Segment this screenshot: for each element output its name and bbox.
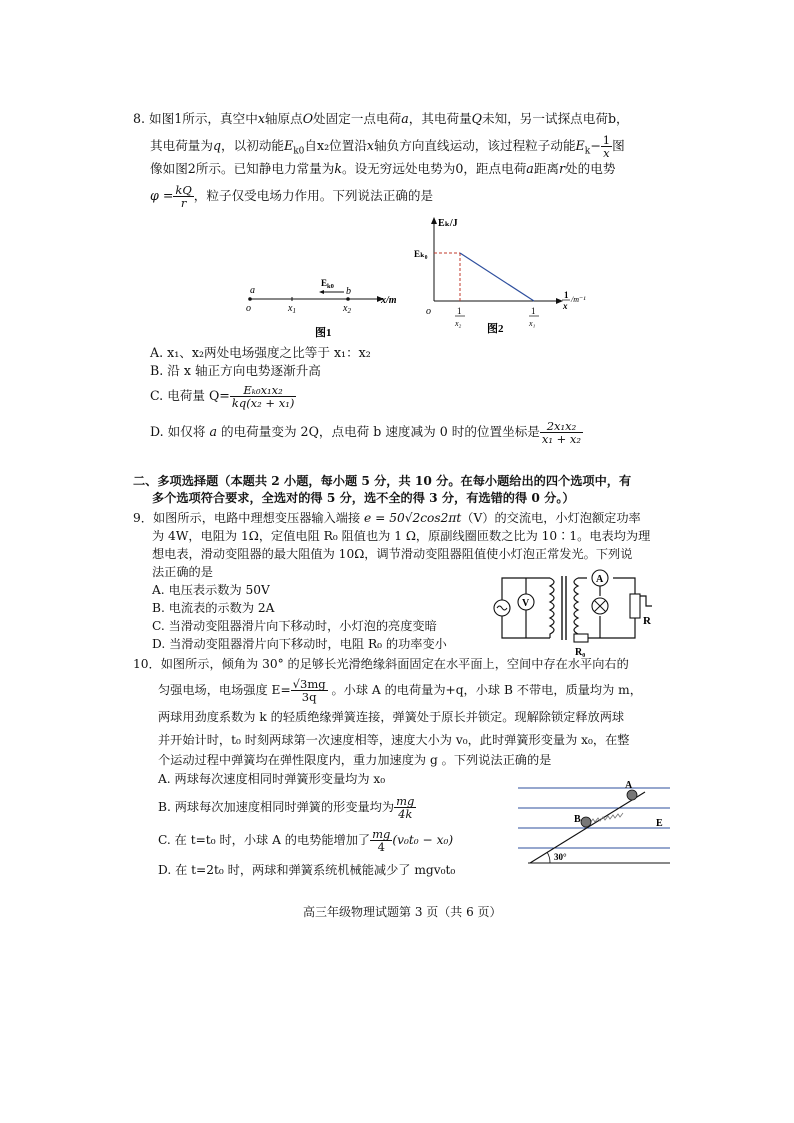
fig1-label-a: a (250, 285, 255, 296)
fig2-ek-line (460, 253, 534, 301)
fig1-charge-a (248, 297, 252, 301)
section2-heading-line1: 二、多项选择题（本题共 2 小题，每小题 5 分，共 10 分。在每小题给出的四个选项中，有 (133, 474, 632, 488)
fig1-label-ek0: $E_{k0}$ (321, 278, 334, 290)
q10-line1: 10．如图所示，倾角为 30° 的足够长光滑绝缘斜面固定在水平面上，空间中存在水平向右的 (133, 657, 629, 671)
rheostat-label: R (643, 615, 651, 627)
q9-option-c: C. 当滑动变阻器滑片向下移动时，小灯泡的亮度变暗 (152, 619, 437, 633)
q9-circuit-diagram (490, 566, 670, 658)
fig1-label-b: b (346, 286, 351, 297)
ball-b-icon (581, 817, 591, 827)
fig1-velocity-arrowhead (319, 290, 324, 294)
q8-option-a: A. x₁、x₂两处电场强度之比等于 x₁：x₂ (150, 345, 371, 360)
angle-label: 30° (554, 852, 567, 862)
q9-line4: 法正确的是 (152, 565, 213, 579)
fig2-xlabel-den: x (563, 301, 568, 311)
fig1-caption: 图1 (315, 327, 332, 339)
q10-option-a: A. 两球每次速度相同时弹簧形变量均为 x₀ (158, 772, 386, 786)
q10-option-c: C. 在 t=t₀ 时，小球 A 的电势能增加了 $\frac{mg}{4}$ (v₀t₀ − x₀) (158, 827, 454, 854)
figure-2 (412, 210, 602, 335)
fig2-ek0-label: Eₖ₀ (414, 249, 428, 259)
q10-line5: 个运动过程中弹簧均在弹性限度内，重力加速度为 g 。下列说法正确的是 (158, 753, 552, 767)
q8-phi-fraction: $\frac{kQ}{r}$ (175, 183, 192, 210)
fig2-origin: o (426, 306, 431, 317)
fig1-label-o: o (246, 303, 251, 314)
q9-option-d: D. 当滑动变阻器滑片向下移动时，电阻 R₀ 的功率变小 (152, 637, 447, 651)
q9-line2: 为 4W，电阻为 1Ω，定值电阻 R₀ 阻值也为 1 Ω，原副线圈匝数之比为 10∶1。电表均为理 (152, 529, 651, 543)
q10-line4: 并开始计时，t₀ 时刻两球第一次速度相等，速度大小为 v₀，此时弹簧形变量为 x₀，在整 (158, 733, 630, 747)
q9-option-a: A. 电压表示数为 50V (152, 583, 270, 597)
q8-option-c: C. 电荷量 Q= $\frac{\text{Eₖ₀x₁x₂}}{\text{kq(x₂ + x₁)}}$ (150, 383, 295, 410)
q8-frac-1-over-x: $\frac{1}{x}$ (602, 133, 611, 160)
ball-a-label: A (625, 780, 633, 791)
q9-line3: 想电表，滑动变阻器的最大阻值为 10Ω，调节滑动变阻器阻值使小灯泡正常发光。下列说 (152, 547, 633, 561)
fig2-y-axis-arrow (431, 217, 437, 224)
q10-option-d: D. 在 t=2t₀ 时，两球和弹簧系统机械能减少了 mgv₀t₀ (158, 863, 456, 877)
rheostat-icon (630, 594, 640, 618)
spring-icon (590, 813, 623, 823)
fig2-tick1-num: 1 (457, 306, 462, 316)
ball-b-label: B (574, 814, 581, 825)
fig2-y-label: Eₖ/J (438, 218, 458, 229)
q8-line4: φ = $\frac{kQ}{r}$ ，粒子仅受电场力作用。下列说法正确的是 (150, 183, 434, 210)
q10-option-b-fraction: $\frac{mg}{4k}$ (396, 794, 415, 821)
field-label-e: E (656, 818, 663, 829)
fig2-x-axis-arrow (556, 298, 563, 304)
q8-option-d: D. 如仅将 a 的电荷量变为 2Q，点电荷 b 速度减为 0 时的位置坐标是 $\frac{\text{2x₁x₂}}{\text{x₁ + x₂}}$ (150, 419, 582, 446)
section2-heading-line2: 多个选项符合要求，全选对的得 5 分，选不全的得 3 分，有选错的得 0 分。） (152, 491, 575, 505)
q9-option-b: B. 电流表的示数为 2A (152, 601, 275, 615)
fig1-charge-b (346, 297, 350, 301)
page-footer: 高三年级物理试题第 3 页（共 6 页） (303, 905, 502, 919)
primary-coil (550, 578, 554, 638)
q10-option-b: B. 两球每次加速度相同时弹簧的形变量均为 $\frac{mg}{4k}$ (158, 794, 415, 821)
fig2-tick2-num: 1 (531, 306, 536, 316)
fig1-label-x1: $x_1$ (288, 303, 296, 315)
q8-option-d-fraction: $\frac{\text{2x₁x₂}}{\text{x₁ + x₂}}$ (541, 419, 582, 446)
fig2-xlabel-num: 1 (564, 290, 569, 300)
fig2-tick1-den: x₂ (455, 319, 462, 328)
resistor-r0-icon (574, 634, 588, 642)
ammeter-label: A (596, 574, 604, 585)
fig1-label-x2: $x_2$ (343, 303, 351, 315)
q10-incline-diagram (510, 780, 680, 870)
q8-line2: 其电荷量为q，以初动能$E_{k0}$自x₂位置沿x轴负方向直线运动，该过程粒子动能$E_k-$ $\frac{1}{x}$ 图 (150, 133, 625, 160)
voltmeter-label: V (522, 598, 530, 609)
resistor-r0-label: R₀ (575, 647, 586, 658)
q10-line3: 两球用劲度系数为 k 的轻质绝缘弹簧连接，弹簧处于原长并锁定。现解除锁定释放两球 (158, 710, 625, 724)
q9-line1: 9．如图所示，电路中理想变压器输入端接 e = 50√2cos2πt（V）的交流电，小灯泡额定功率 (133, 511, 641, 525)
fig2-xlabel-unit: /m⁻¹ (571, 295, 586, 304)
fig1-axis-label: x/m (381, 295, 397, 306)
figure-1 (240, 272, 410, 342)
q8-line3: 像如图2所示。已知静电力常量为k。设无穷远处电势为0，距点电荷a距离r处的电势 (150, 161, 616, 176)
q8-line1: 8. 如图1所示，真空中x轴原点O处固定一点电荷a，其电荷量Q未知，另一试探点电荷b， (133, 111, 629, 126)
q10-option-c-fraction: $\frac{mg}{4}$ (372, 827, 391, 854)
ball-a-icon (627, 790, 637, 800)
secondary-coil (574, 578, 578, 638)
fig2-caption: 图2 (487, 323, 504, 335)
q8-option-b: B. 沿 x 轴正方向电势逐渐升高 (150, 363, 321, 378)
q10-line2: 匀强电场，电场强度 E= $\frac{√3mg}{3q}$ 。小球 A 的电荷量为+q，小球 B 不带电，质量均为 m， (158, 677, 642, 704)
q10-field-fraction: $\frac{√3mg}{3q}$ (292, 677, 326, 704)
angle-arc (547, 852, 550, 863)
q8-option-c-fraction: $\frac{\text{Eₖ₀x₁x₂}}{\text{kq(x₂ + x₁)}}$ (231, 383, 295, 410)
fig2-tick2-den: x₁ (529, 319, 536, 328)
